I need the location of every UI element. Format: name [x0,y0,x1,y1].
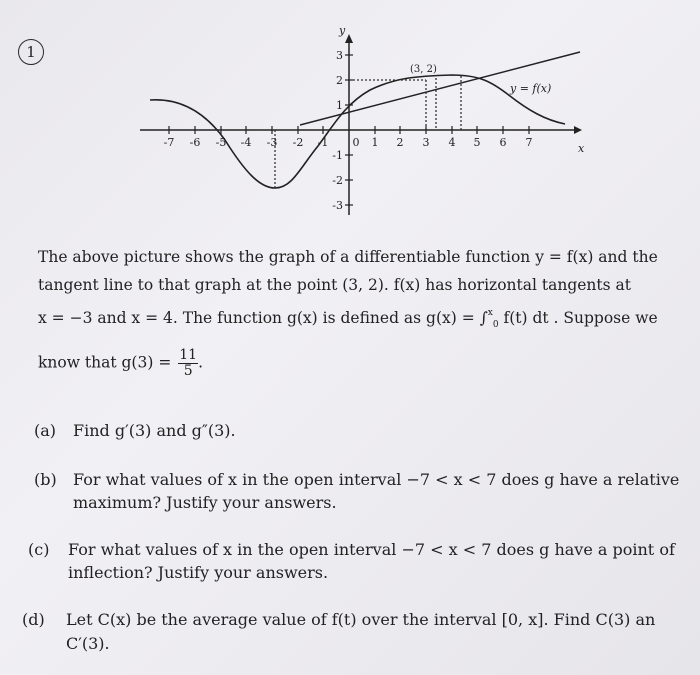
x-axis-arrow [574,126,582,134]
question-text: Find g′(3) and g″(3). [73,421,236,440]
y-tick-label: -2 [332,174,343,187]
question-text: For what values of x in the open interval −7 < x < 7 does g have a relative [73,470,680,489]
intro-line [38,308,658,330]
intro-line [38,348,203,379]
x-tick-label: 3 [422,136,430,149]
x-axis-label: x [578,142,585,155]
question-text: C′(3). [66,634,110,653]
y-axis-label: y [339,24,346,37]
x-tick-label: -2 [292,136,304,149]
question-label: (b) [34,470,57,489]
x-tick-label: -7 [163,136,175,149]
x-tick-label: 1 [371,136,379,149]
intro-line: The above picture shows the graph of a differentiable function y = f(x) and the [38,248,658,266]
intro-text: f(t) dt . Suppose we [503,309,658,327]
intro-line: tangent line to that graph at the point (3, 2). f(x) has horizontal tangents at [38,276,631,294]
fraction [178,348,198,379]
fraction-numerator: 11 [179,347,198,363]
x-tick-label: 4 [448,136,456,149]
function-graph [0,0,700,240]
integral-sign: ∫ [479,309,488,327]
question-label: (a) [34,421,57,440]
question-text: inflection? Justify your answers. [68,563,329,582]
x-tick-label: -1 [317,136,329,149]
fraction-denominator: 5 [183,363,193,379]
y-tick-label: -1 [332,149,343,162]
y-tick-label: 3 [336,49,343,62]
x-tick-label: 2 [396,136,404,149]
question-text: maximum? Justify your answers. [73,493,337,512]
y-tick-label: 2 [336,74,343,87]
y-tick-label: -3 [332,199,343,212]
x-tick-label: 7 [525,136,533,149]
question-text: Let C(x) be the average value of f(t) over the interval [0, x]. Find C(3) an [66,610,656,629]
dashed-guides [275,76,461,188]
y-axis-arrow [345,34,353,43]
x-tick-labels [164,136,533,149]
intro-text: x = −3 and x = 4. The function g(x) is defined as g(x) = [38,309,475,327]
x-tick-label: -3 [266,136,278,149]
curve-label: y = f(x) [510,82,552,95]
integral-upper-limit: x [487,308,493,318]
question-label: (d) [22,610,45,629]
x-tick-label: -6 [189,136,201,149]
x-tick-label: 0 [352,136,360,149]
question-text: For what values of x in the open interval −7 < x < 7 does g have a point of [68,540,675,559]
integral-lower-limit: 0 [492,320,499,330]
y-tick-label: 1 [336,99,343,112]
intro-text: . [198,353,204,372]
intro-text: know that g(3) = [38,353,172,372]
problem-number: 1 [18,39,44,65]
x-tick-label: -4 [240,136,252,149]
point-label: (3, 2) [410,64,437,75]
x-tick-label: -5 [215,136,227,149]
x-tick-label: 5 [473,136,481,149]
question-label: (c) [28,540,50,559]
x-tick-label: 6 [499,136,507,149]
